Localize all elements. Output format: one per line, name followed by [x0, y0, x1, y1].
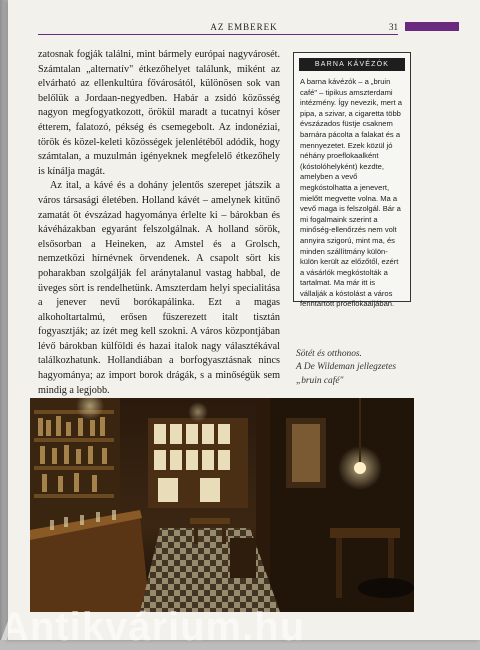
- header-rule: [38, 34, 398, 35]
- page-number: 31: [389, 22, 398, 32]
- sidebar-box: [293, 52, 411, 309]
- body-paragraph-2: Az ital, a kávé és a dohány jelentős szerepet játszik a város társasági életében. Holland kávét – amelynek kitűnő zamatát öt évszázad hagyománya érlelte ki – bárokban és kávéházakban egyaránt felszolgálnak. A holland sörök, elsősorban a Heineken, az Amstel és a Grolsch, nemzetközi hírnévnek örvendenek. A csapolt sört kis poharakban szolgálják fel aránytalanul vastag habbal, de üveges sört is rendelhetünk. Amszterdam helyi specialitása a jenever nevű borókapálinka. Ezt a magas alkoholtartalmú, erősen fűszerezett italt tisztán fogyasztják; az ízét meg kell szokni. A város központjában lévő bárokban külföldi és hazai italok nagy választékával találkozhatunk. Hollandiában a borfogyasztásnak nincs hagyománya; az import borok drágák, s a minőségük sem mindig a legjobb.: [38, 180, 280, 396]
- sidebar-title: BARNA KÁVÉZÓK: [299, 58, 405, 71]
- book-page: [8, 0, 480, 640]
- photo-illustration: [30, 398, 414, 612]
- bar-interior-photo: [30, 398, 414, 612]
- body-paragraph-1: zatosnak fogják találni, mint bármely európai nagyvárosét. Számtalan „alternatív" étkezőhelyet találunk, miként az elvárható az ellenkultúra fővárosától, különösen sok van belőlük a Jordaan-negyedben. Habár a zsidó közösség nagyon megfogyatkozott, örökül maradt a tucatnyi kóser étterem, falatozó, pékség és csemegebolt. Az indonéziai, török és közel-keleti közösségek jelenlétéből adódik, hogy számtalan, a muzulmán igényeknek megfelelő étkezőhely is kínálja magát.: [38, 49, 280, 177]
- sidebar-text: A barna kávézók – a „bruin café" – tipikus amszterdami intézmény. Így nevezik, mert a pipa, a szivar, a cigaretta több évszázados füstje csaknem barnára pácolta a falakat és a mennyezetet. Ezek közül jó néhány proeflokaalként (kóstolóhelyként) kezdte, amelyben a vevő megkóstolhatta a jenevert, mielőtt megvette volna. Ma a vevő maga is felszolgál. Bár a mi fogalmaink szerint a minőség-ellenőrzés nem volt annyira szigorú, mint ma, és minden szállítmány külön-külön került az előzőtől, ezért a vásárlók megkóstolták a tartalmat. Ma már itt is vállalják a kóstolást a város fenntartott proeflokaaljában.: [300, 77, 402, 309]
- caption-line-2: A De Wildeman jellegzetes: [296, 362, 397, 373]
- caption-line-1: Sötét és otthonos.: [296, 349, 362, 359]
- photo-caption: [296, 348, 426, 388]
- chapter-color-tab: [405, 22, 459, 31]
- body-text: [38, 48, 280, 398]
- running-title: AZ EMBEREK: [210, 22, 278, 32]
- caption-line-3: „bruin café": [296, 375, 344, 386]
- watermark-text: Antikvárium.hu: [0, 605, 306, 649]
